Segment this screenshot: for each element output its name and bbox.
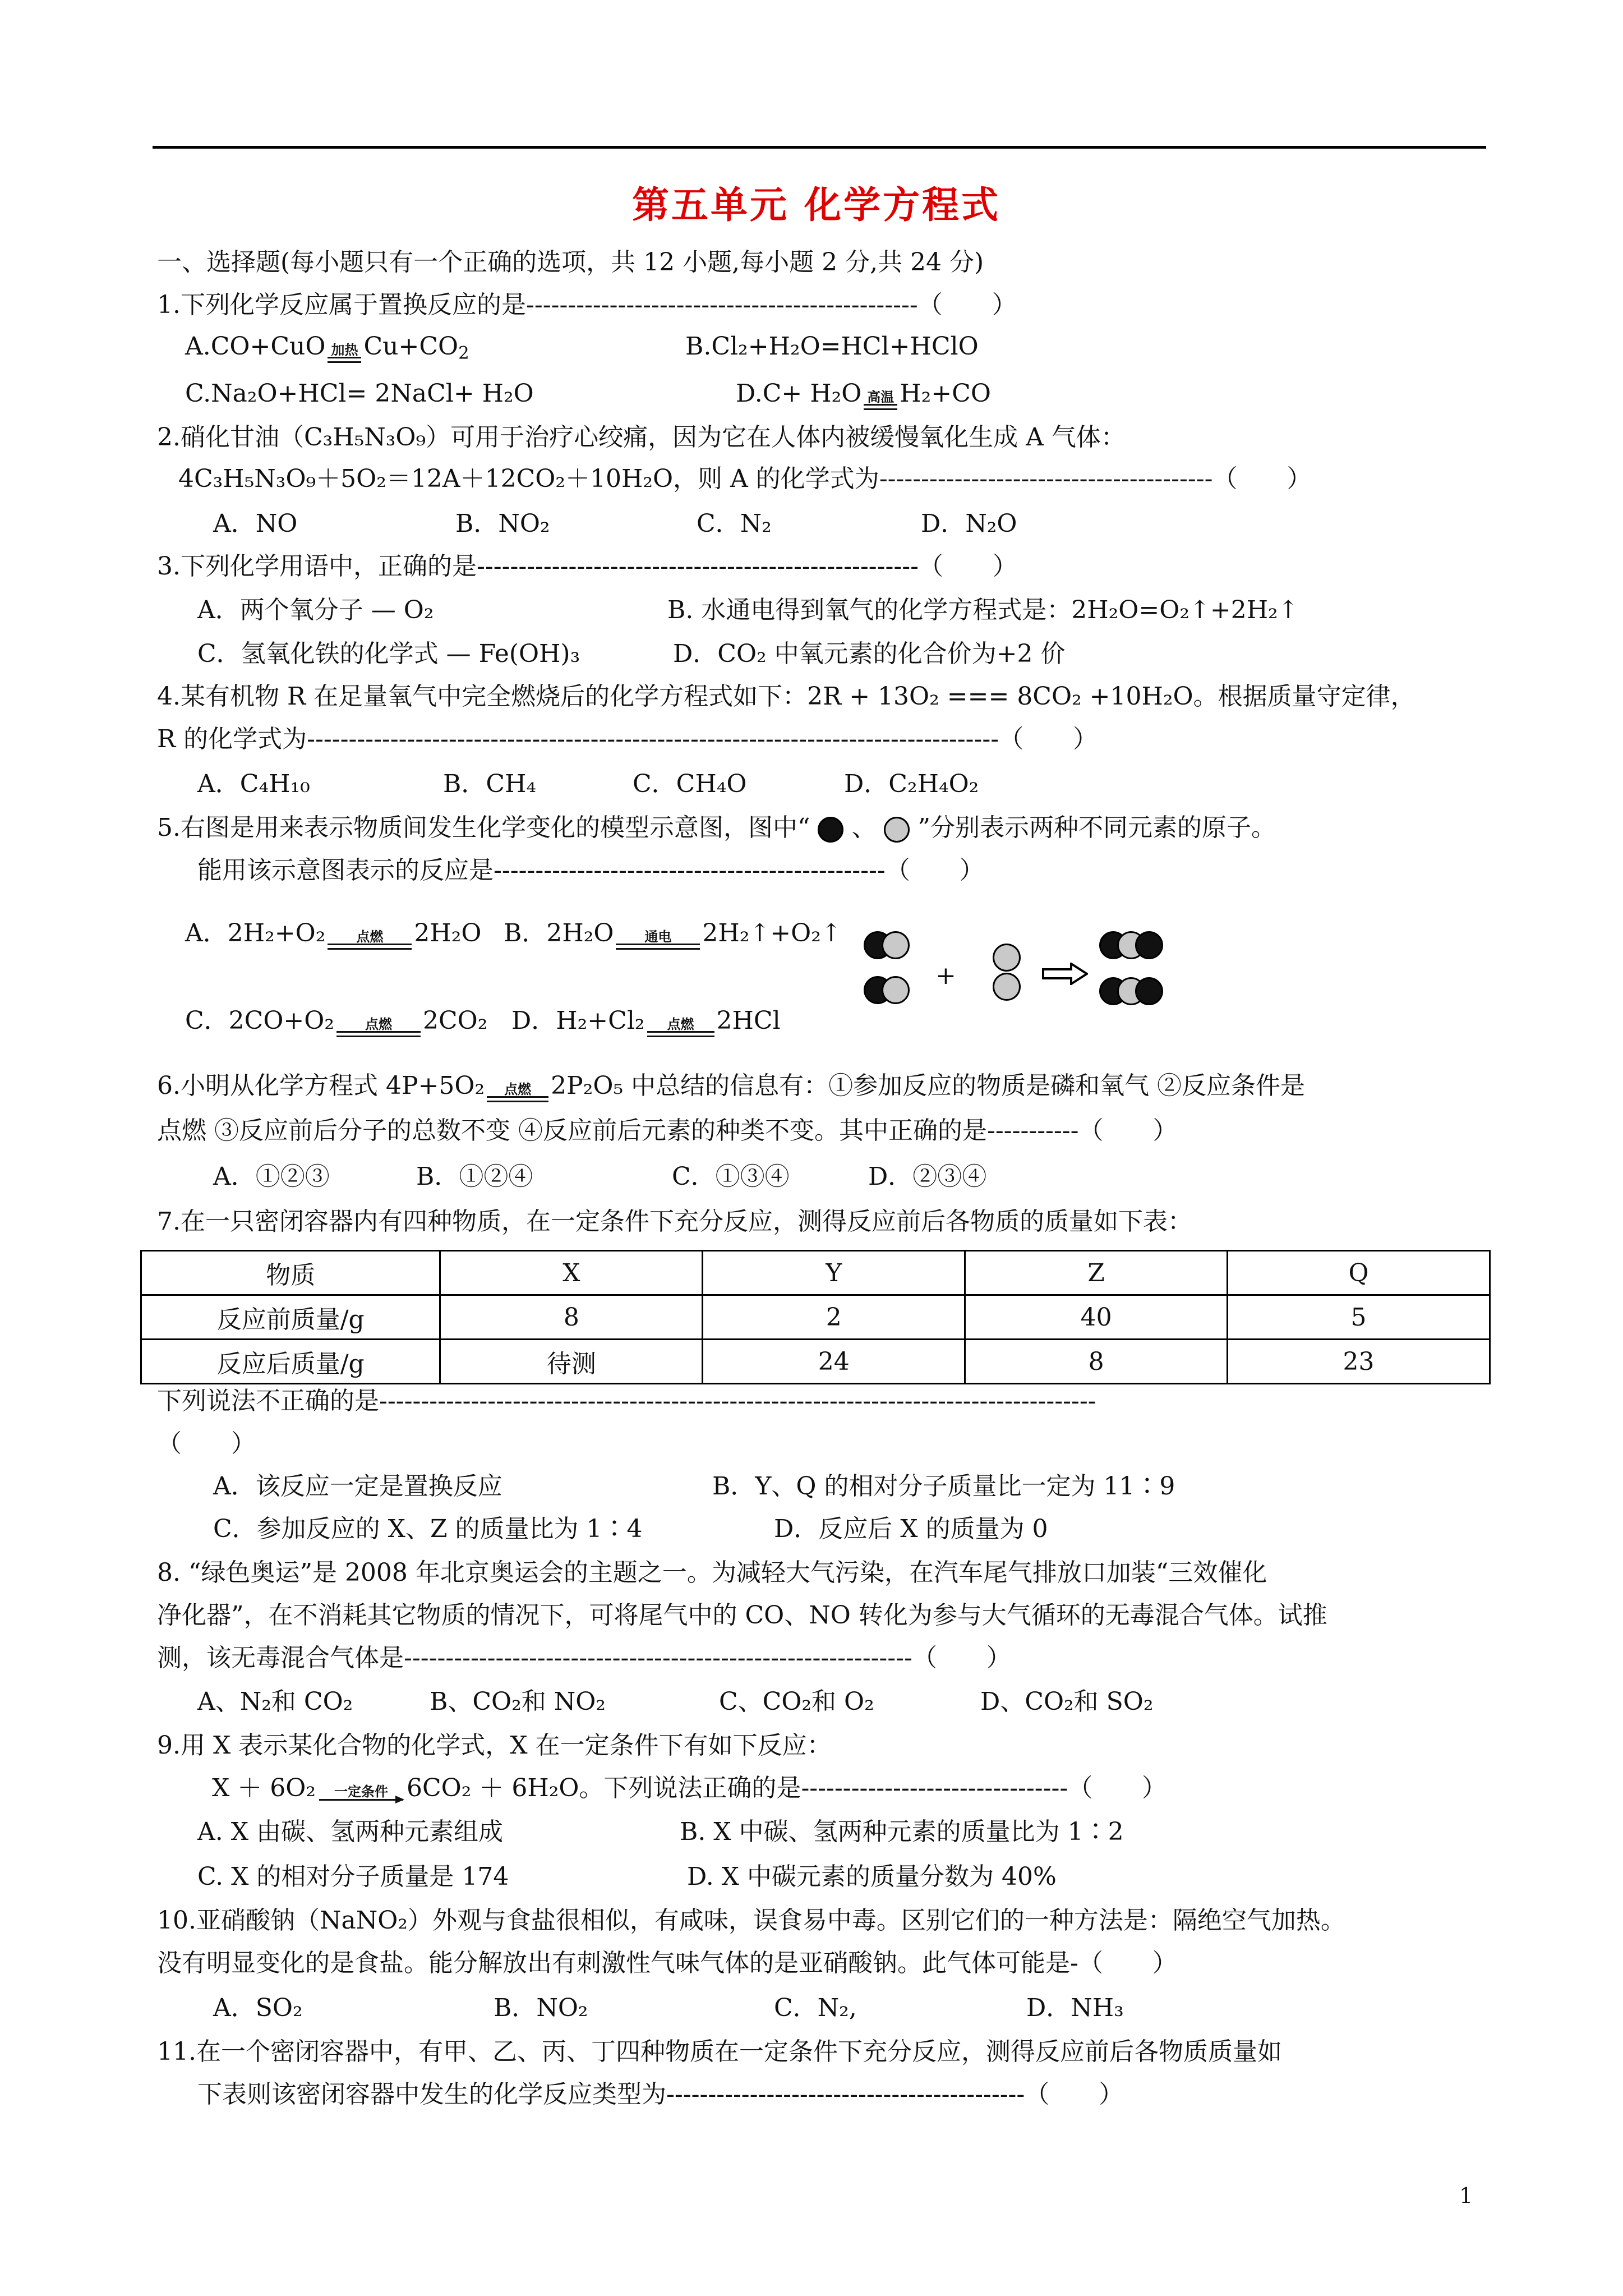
answer-paren: （ ） — [1068, 1774, 1167, 1802]
answer-paren: （ ） — [918, 552, 1017, 581]
header-rule — [153, 146, 1486, 149]
question-8-stem-3: 测，该无毒混合气体是-------------------------------------------------------------（ ） — [157, 1644, 1011, 1672]
answer-paren: （ ） — [1078, 1949, 1177, 1977]
question-1-stem: 1.下列化学反应属于置换反应的是 — [157, 291, 526, 319]
q3-option-d: D．CO₂ 中氧元素的化合价为+2 价 — [673, 639, 1066, 668]
q2-option-d: D．N₂O — [921, 509, 1017, 538]
question-6-stem: 6.小明从化学方程式 4P+5O₂ 点燃 2P₂O₅ 中总结的信息有：①参加反应的物质是磷和氧气 ②反应条件是 — [157, 1070, 1305, 1102]
reaction-condition: 点燃 — [487, 1083, 548, 1102]
question-7-after: 下列说法不正确的是-------------------------------------------------------------------------------------- — [157, 1387, 1096, 1415]
q7-option-b: B．Y、Q 的相对分子质量比一定为 11∶9 — [712, 1472, 1175, 1501]
q7-option-d: D．反应后 X 的质量为 0 — [774, 1515, 1048, 1543]
leader-dashes: -------------------------------------------------------------------------------------- — [379, 1387, 1096, 1415]
question-10-stem: 10.亚硝酸钠（NaNO₂）外观与食盐很相似，有咸味，误食易中毒。区别它们的一种方法是：隔绝空气加热。 — [157, 1906, 1345, 1935]
q7-option-a: A．该反应一定是置换反应 — [213, 1472, 502, 1501]
q10-option-c: C．N₂, — [774, 1994, 857, 2022]
grey-atom-icon — [884, 817, 910, 843]
q3-option-b: B. 水通电得到氧气的化学方程式是：2H₂O=O₂↑+2H₂↑ — [667, 596, 1299, 624]
q2-option-a: A．NO — [213, 509, 298, 538]
leader-dashes: ------------------------------------------- — [666, 2080, 1025, 2109]
q9-option-d: D. X 中碳元素的质量分数为 40% — [687, 1862, 1057, 1891]
q6-option-c: C．①③④ — [672, 1162, 790, 1191]
table-header-row: 物质 X Y Z Q — [141, 1251, 1490, 1295]
page-title: 第五单元 化学方程式 — [632, 183, 1000, 227]
mass-table — [140, 1250, 1491, 1384]
q3-option-c: C．氢氧化铁的化学式 — Fe(OH)₃ — [197, 639, 580, 668]
q10-option-a: A．SO₂ — [213, 1994, 303, 2022]
question-4-stem-2: R 的化学式为-----------------------------------------------------------------------------------（ ） — [157, 725, 1098, 753]
question-3: 3.下列化学用语中，正确的是-----------------------------------------------------（ ） — [157, 552, 1017, 581]
answer-paren: （ ） — [1025, 2080, 1124, 2109]
leader-dashes: ----------------------------------------------- — [494, 856, 886, 885]
reaction-condition: 高温 — [864, 390, 897, 410]
reaction-arrow-icon: 一定条件 — [319, 1784, 403, 1801]
leader-dashes: ---------------------------------------- — [879, 464, 1213, 493]
q8-option-b: B、CO₂和 NO₂ — [430, 1687, 606, 1716]
leader-dashes: -------------------------------- — [801, 1774, 1068, 1802]
answer-paren: （ ） — [917, 291, 1017, 319]
question-4-stem: 4.某有机物 R 在足量氧气中完全燃烧后的化学方程式如下：2R + 13O₂ === 8CO₂ +10H₂O。根据质量守定律， — [157, 682, 1415, 711]
question-11-stem: 11.在一个密闭容器中，有甲、乙、丙、丁四种物质在一定条件下充分反应，测得反应前后各物质质量如 — [157, 2037, 1282, 2066]
q10-option-b: B．NO₂ — [494, 1994, 588, 2022]
answer-paren: （ ） — [912, 1644, 1011, 1672]
q4-option-d: D．C₂H₄O₂ — [844, 770, 979, 798]
q8-option-d: D、CO₂和 SO₂ — [980, 1687, 1154, 1716]
leader-dashes: ----------------------------------------------------------------------------------- — [307, 725, 999, 753]
question-7-stem: 7.在一只密闭容器内有四种物质，在一定条件下充分反应，测得反应前后各物质的质量如下表： — [157, 1207, 1192, 1236]
q3-option-a: A．两个氧分子 — O₂ — [197, 596, 434, 624]
leader-dashes: ----------------------------------------------------- — [476, 552, 919, 581]
q5-option-d: D．H₂+Cl₂ 点燃 2HCl — [511, 1005, 781, 1037]
q2-option-b: B．NO₂ — [455, 509, 550, 538]
question-2-equation: 4C₃H₅N₃O₉＋5O₂＝12A＋12CO₂＋10H₂O，则 A 的化学式为----------------------------------------（ ） — [178, 464, 1312, 493]
q1-option-a: A.CO+CuO 加热 $Cu+CO_2$ — [185, 332, 469, 364]
q6-option-a: A．①②③ — [213, 1162, 330, 1191]
question-5-stem-2: 能用该示意图表示的反应是-----------------------------------------------（ ） — [197, 856, 984, 885]
question-10-stem-2: 没有明显变化的是食盐。能分解放出有刺激性气味气体的是亚硝酸钠。此气体可能是-（ ） — [157, 1949, 1177, 1977]
reaction-condition: 点燃 — [336, 1018, 421, 1037]
q9-option-a: A. X 由碳、氢两种元素组成 — [197, 1818, 504, 1846]
leader-dashes: ------------------------------------------------------------- — [404, 1644, 912, 1672]
reaction-condition: 通电 — [616, 930, 700, 950]
question-5-stem: 5.右图是用来表示物质间发生化学变化的模型示意图，图中“ 、 ”分别表示两种不同元素的原子。 — [157, 813, 1276, 842]
answer-paren: （ ） — [157, 1429, 256, 1458]
q8-option-a: A、N₂和 CO₂ — [197, 1687, 353, 1716]
dark-atom-icon — [818, 817, 843, 843]
question-11-stem-2: 下表则该密闭容器中发生的化学反应类型为-------------------------------------------（ ） — [197, 2080, 1124, 2109]
question-1 — [157, 289, 1017, 321]
leader-dashes: ----------------------------------------------- — [525, 291, 918, 319]
q2-option-c: C．N₂ — [697, 509, 772, 538]
q4-option-b: B．CH₄ — [443, 770, 537, 798]
q8-option-c: C、CO₂和 O₂ — [719, 1687, 874, 1716]
table-row: 反应后质量/g 待测 24 8 23 — [141, 1340, 1490, 1384]
q4-option-a: A．C₄H₁₀ — [197, 770, 310, 798]
question-9-equation: X ＋ 6O₂ 一定条件 6CO₂ ＋ 6H₂O。下列说法正确的是--------------------------------（ ） — [212, 1774, 1167, 1802]
reaction-condition: 点燃 — [328, 930, 412, 950]
page-number: 1 — [1459, 2183, 1473, 2208]
q1-option-b: B.Cl₂+H₂O=HCl+HClO — [685, 332, 979, 361]
section-heading: 一、选择题(每小题只有一个正确的选项，共 12 小题,每小题 2 分,共 24 分) — [157, 248, 984, 277]
answer-paren: （ ） — [999, 725, 1098, 753]
question-2-stem: 2.硝化甘油（C₃H₅N₃O₉）可用于治疗心绞痛，因为它在人体内被缓慢氧化生成 A 气体： — [157, 423, 1126, 452]
answer-paren: （ ） — [1078, 1116, 1178, 1145]
question-8-stem-2: 净化器”，在不消耗其它物质的情况下，可将尾气中的 CO、NO 转化为参与大气循环的无毒混合气体。试推 — [157, 1601, 1327, 1630]
leader-dashes: ----------- — [986, 1116, 1079, 1145]
q9-option-b: B. X 中碳、氢两种元素的质量比为 1∶2 — [680, 1818, 1124, 1846]
answer-paren: （ ） — [1212, 464, 1312, 493]
plus-sign: + — [935, 961, 956, 990]
q4-option-c: C．CH₄O — [633, 770, 747, 798]
question-8-stem: 8. “绿色奥运”是 2008 年北京奥运会的主题之一。为减轻大气污染，在汽车尾气排放口加装“三效催化 — [157, 1558, 1267, 1587]
reaction-condition: 加热 — [328, 343, 361, 363]
q10-option-d: D．NH₃ — [1026, 1994, 1124, 2022]
question-6-stem-2: 点燃 ③反应前后分子的总数不变 ④反应前后元素的种类不变。其中正确的是-----------（ ） — [157, 1116, 1178, 1145]
answer-paren: （ ） — [885, 856, 984, 885]
reaction-condition: 点燃 — [647, 1018, 714, 1037]
table-row: 反应前质量/g 8 2 40 5 — [141, 1295, 1490, 1340]
q1-option-c: C.Na₂O+HCl= 2NaCl+ H₂O — [185, 379, 534, 408]
q9-option-c: C. X 的相对分子质量是 174 — [197, 1862, 509, 1891]
q5-option-b: B．2H₂O 通电 2H₂↑+O₂↑ — [504, 918, 842, 950]
q7-option-c: C．参加反应的 X、Z 的质量比为 1∶4 — [213, 1515, 643, 1543]
question-9-stem: 9.用 X 表示某化合物的化学式，X 在一定条件下有如下反应： — [157, 1731, 832, 1760]
q6-option-d: D．②③④ — [868, 1162, 987, 1191]
q5-option-c: C．2CO+O₂ 点燃 2CO₂ — [185, 1005, 487, 1037]
yields-arrow-icon — [1042, 963, 1088, 985]
reaction-model-diagram — [864, 926, 1178, 1027]
q5-option-a: A．2H₂+O₂ 点燃 2H₂O — [185, 918, 481, 950]
q1-option-d: D.C+ H₂O 高温 H₂+CO — [736, 378, 991, 410]
q6-option-b: B．①②④ — [416, 1162, 533, 1191]
